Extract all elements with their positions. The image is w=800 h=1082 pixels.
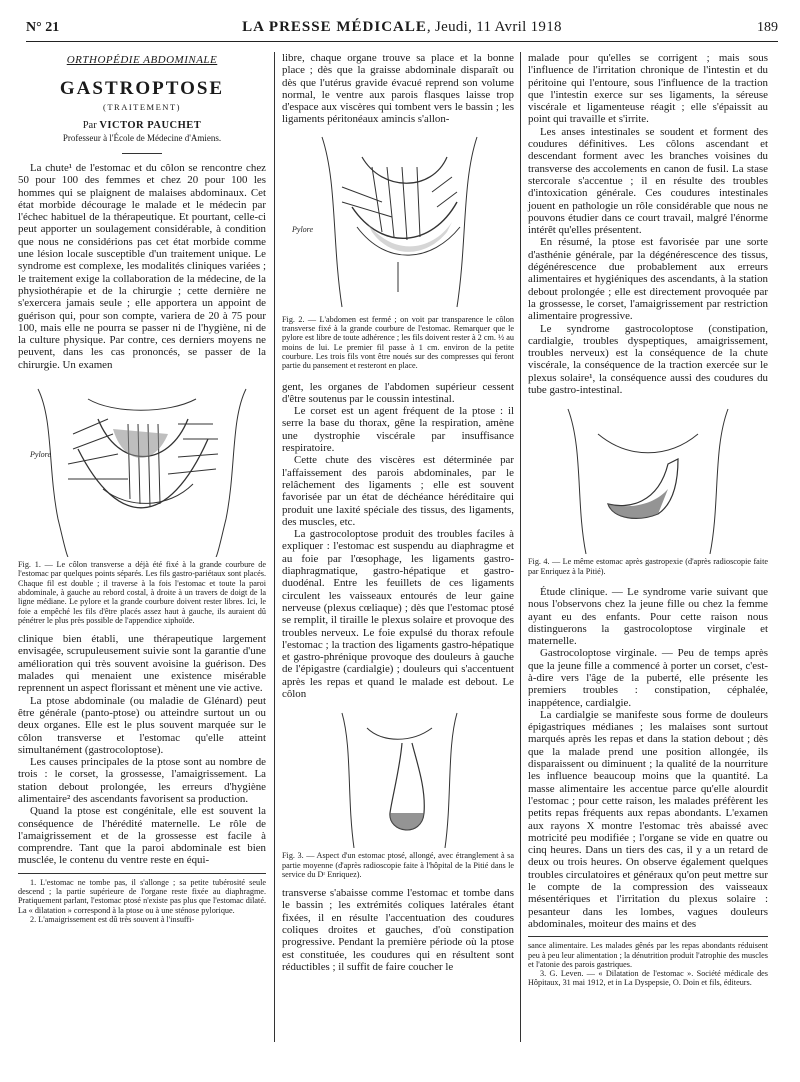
- footnote: sance alimentaire. Les malades gênés par les repas abondants réduisent peu à peu leur alimentation ; la dénutrition produit l'atrophie des muscles et l'atonie des parois gastriques.: [528, 941, 768, 969]
- author-name: VICTOR PAUCHET: [99, 120, 202, 131]
- footnote: 2. L'amaigrissement est dû très souvent à l'insuffi-: [30, 914, 195, 924]
- column-rule: [520, 52, 521, 1042]
- byline: [18, 120, 266, 131]
- footnote: 1. L'estomac ne tombe pas, il s'allonge ; sa petite tubérosité seule descend ; la partie supérieure de l'organe reste fixée au diaphragme. Pratiquement parlant, l'estomac ptosé n'existe pas plus que l'estomac dilaté. La « dilatation » correspond à la ptose ou à une sténose pylorique.: [18, 877, 266, 915]
- column-2: [282, 52, 514, 973]
- masthead: [26, 18, 778, 42]
- column-rule: [274, 52, 275, 1042]
- figure-caption: Fig. 1. — Le côlon transverse a déjà été fixé à la grande courbure de l'estomac par quelques points séparés. Les fils gastro-pariétaux sont placés. Chaque fil est double ; il traverse à la fois l'estomac et toute la paroi abdominale, à gauche au rebord costal, à droite à un travers de doigt de la ligne médiane. Le pylore et la grande courbure doivent rester libres. Ici, le foie a empêché les fils d'être placés assez haut à gauche, ils auraient dû pénétrer le plus près possible de l'appendice xiphoïde.: [18, 560, 266, 625]
- column-1: [18, 52, 266, 924]
- article-title: GASTROPTOSE: [59, 78, 225, 99]
- journal-title: [26, 19, 778, 36]
- paragraph: gent, les organes de l'abdomen supérieur cessent d'être soutenus par le coussin intestinal.: [282, 380, 514, 405]
- figure-caption: Fig. 4. — Le même estomac après gastropexie (d'après radioscopie faite par Enriquez à la Pitié).: [528, 557, 768, 576]
- paragraph: transverse s'abaisse comme l'estomac et tombe dans le bassin ; les extrémités coliques latérales étant fixées, il en résulte l'accentuation des coudures coliques droites et gauches, d'où constipation progressive. Pendant la première période où la ptose est constituée, les coudures qui en résultent sont réductibles ; il suffit de faire coucher le: [282, 887, 514, 973]
- paragraph: La ptose abdominale (ou maladie de Glénard) peut être générale (panto-ptose) ou atteindre surtout un ou deux organes. Elle est le plus souvent marquée sur le côlon transverse et l'estomac qu'elle atteint simultanément (gastrocoloptose).: [18, 694, 266, 756]
- issue-number: N° 21: [26, 20, 60, 35]
- page-number: 189: [757, 20, 778, 35]
- figure-caption: Fig. 3. — Aspect d'un estomac ptosé, allongé, avec étranglement à sa partie moyenne (d'après radioscopie faite à l'hôpital de la Pitié dans le service du Dʳ Enriquez).: [282, 851, 514, 879]
- paragraph: Le corset est un agent fréquent de la ptose : il serre la base du thorax, gêne la respiration, amène une dystrophie viscérale par insuffisance respiratoire.: [282, 405, 514, 455]
- paragraph: En résumé, la ptose est favorisée par une sorte d'asthénie générale, par la dégénérescence des tissus, dégénérescence due probablement aux erreurs alimentaires et hygiéniques des ascendants, à la station debout prolongée ; elle est directement provoquée par la grossesse, le corset, l'amaigrissement par restriction alimentaire progressive.: [528, 236, 768, 323]
- fig4-illustration: [528, 404, 768, 554]
- footnote: 3. G. Leven. — « Dilatation de l'estomac ». Société médicale des Hôpitaux, 31 mai 1912, et in La Dyspepsie, O. Doin et fils, éditeurs.: [528, 969, 768, 988]
- fig2-illustration: [282, 132, 514, 312]
- paragraph: Les anses intestinales se soudent et forment des coudures définitives. Les côlons ascendant et descendant forment avec les branches voisines du transverse des accolements en canon de fusil. La stase stercorale s'accentue ; il en résulte des troubles d'intoxication générale. Ces coudures intestinales jouent en pathologie un rôle considérable que nous ne pouvons étudier dans ce court travail, malgré l'énorme intérêt qu'elles présentent.: [528, 125, 768, 237]
- paragraph: La cardialgie se manifeste sous forme de douleurs épigastriques médianes ; les malaises sont surtout marqués après les repas et dans la station debout ; dès que la malade prend une position allongée, ils disparaissent ou diminuent ; la qualité de la nourriture les influence beaucoup moins que la quantité. La masse alimentaire les accentue parce qu'elle alourdit l'estomac ; pour cette raison, les malades préfèrent les petits repas fréquents aux repas abondants. L'examen aux rayons X montre l'estomac très abaissé avec motricité peu modifiée ; l'organe se vide en quatre ou cinq heures. Dans un tiers des cas, il y a un retard de deux ou trois heures. On observe également quelques troubles circulatoires et généraux qu'on peut mettre sur le compte de la compression des vaisseaux mésentériques et l'irritation du plexus solaire : pesanteur dans les lombes, vagues douleurs abdominales, moiteur des mains et des: [528, 708, 768, 930]
- paragraph: La chute¹ de l'estomac et du côlon se rencontre chez 50 pour 100 des femmes et chez 20 pour 100 les hommes qui se plaignent de malaises abdominaux. Cet état morbide décourage le malade et le médecin par l'échec habituel de la thérapeutique. Et pourtant, celle-ci peut apporter un soulagement considérable, à condition que nous ne considérions pas cet état morbide comme une lésion locale susceptible d'un traitement unique. Le syndrome est complexe, les modalités cliniques variées ; le traitement exige la collaboration de la médecine, de la physiothérapie et de la chirurgie ; cette dernière ne s'exercera jamais seule ; elle apportera un appoint de guérison qui, pour son compte, variera de 20 à 75 pour 100, mais elle ne pourra se passer ni de l'hygiène, ni de la culture physique. Par contre, ces derniers moyens ne peuvent, dans les cas prononcés, se passer de la chirurgie. Un examen: [18, 162, 266, 371]
- author-affiliation: Professeur à l'École de Médecine d'Amiens.: [62, 133, 222, 143]
- article-subtitle: (TRAITEMENT): [103, 102, 181, 112]
- figure-4: [528, 404, 768, 576]
- paragraph: Le syndrome gastrocoloptose (constipation, cardialgie, troubles dyspeptiques, amaigrissement, troubles nerveux) est la conséquence de la chute viscérale, la conséquence de la traction exercée sur le plexus solaire¹, la conséquence aussi des coudures du tube gastro-intestinal.: [528, 322, 768, 397]
- figure-3: [282, 708, 514, 879]
- paragraph: clinique bien établi, une thérapeutique largement envisagée, scrupuleusement suivie sont la garantie d'une amélioration qui très souvent avoisine la guérison. Des malades qui menaient une existence misérable reprennent un aspect florissant et mènent une vie active.: [18, 633, 266, 695]
- paragraph: Les causes principales de la ptose sont au nombre de trois : le corset, la grossesse, l'amaigrissement. La station debout prolongée, les erreurs d'hygiène alimentaire² des ascendants favorisent sa production.: [18, 756, 266, 805]
- footnotes: [528, 936, 768, 987]
- paragraph: La gastrocoloptose produit des troubles faciles à expliquer : l'estomac est suspendu au diaphragme et au foie par l'œsophage, les ligaments gastro-diaphragmatique, gastro-hépatique et gastro-duodénal. Entre les feuillets de ces ligaments circulent les vaisseaux entourés de leur gaine nerveuse (plexus cœliaque) ; dès que l'estomac ptosé se remplit, il tiraille le plexus solaire et provoque des troubles nerveux. Le foie expulsé du thorax refoule l'estomac ; la traction des ligaments gastro-hépatique et gastro-phrénique provoque des douleurs à gauche de l'épigastre (cardialgie) ; douleurs qui s'accentuent après les repas et quand le malade est debout. Le côlon: [282, 528, 514, 700]
- paragraph: libre, chaque organe trouve sa place et la bonne place ; dès que la graisse abdominale disparaît ou dès que l'utérus gravide évacué reprend son volume normal, le ventre aux parois flasques laisse trop d'espace aux viscères qui tombent vers le bassin ; les ligaments péritonéaux amincis s'allon-: [282, 52, 514, 126]
- fig1-illustration: [18, 379, 266, 557]
- section-heading: ORTHOPÉDIE ABDOMINALE: [66, 54, 218, 66]
- column-3: [528, 52, 768, 988]
- paragraph: Cette chute des viscères est déterminée par l'affaissement des parois abdominales, par le relâchement des ligaments ; elle est souvent favorisée par un état de déchéance héréditaire qui produit une laxité spéciale des tissus, des ligaments, des muscles, etc.: [282, 454, 514, 528]
- figure-caption: Fig. 2. — L'abdomen est fermé ; on voit par transparence le côlon transverse fixé à la grande courbure de l'estomac. Remarquer que le pylore est libre de toute adhérence ; les fils doivent rester à 2 cm. ½ au moins de lui. Le premier fil passe à 1 cm. environ de la petite courbure. Les trois fils vont être noués sur des compresses qui feront partie du pansement et resteront en place.: [282, 314, 514, 371]
- fig2-label-pylore: Pylore: [292, 224, 314, 234]
- figure-1: [18, 379, 266, 625]
- title-separator: [122, 153, 162, 154]
- journal-name: LA PRESSE MÉDICALE: [242, 19, 427, 35]
- paragraph: Gastrocoloptose virginale. — Peu de temps après que la jeune fille a commencé à porter un corset, c'est-à-dire vers l'âge de la puberté, elle présente les premiers troubles : constipation, céphalée, inappétence, cardialgie.: [528, 647, 768, 709]
- paragraph: malade pour qu'elles se corrigent ; mais sous l'influence de l'irritation chronique de l'intestin et du péritoine qui l'entoure, sous l'influence de la traction que l'intestin exerce sur ses ligaments, la séreuse viscérale et ligamenteuse réagit ; elle s'épaissit au point qui travaille et s'irrite.: [528, 52, 768, 126]
- footnotes: [18, 873, 266, 924]
- figure-2: [282, 132, 514, 371]
- issue-date: , Jeudi, 11 Avril 1918: [426, 19, 562, 35]
- fig3-illustration: [282, 708, 514, 848]
- paragraph: Quand la ptose est congénitale, elle est souvent la conséquence de l'hérédité maternelle. Le rôle de l'amaigrissement et de la grossesse est facile à comprendre. Tant que la paroi abdominale est bien musclée, le contenu du ventre reste en équi-: [18, 805, 266, 867]
- fig1-label-pylore: Pylore: [30, 450, 52, 460]
- byline-prefix: Par: [82, 120, 97, 131]
- paragraph: Étude clinique. — Le syndrome varie suivant que nous l'observons chez la jeune fille ou chez la femme ayant eu des enfants. Pour cette raison nous distinguerons la gastrocoloptose virginale et maternelle.: [528, 585, 768, 648]
